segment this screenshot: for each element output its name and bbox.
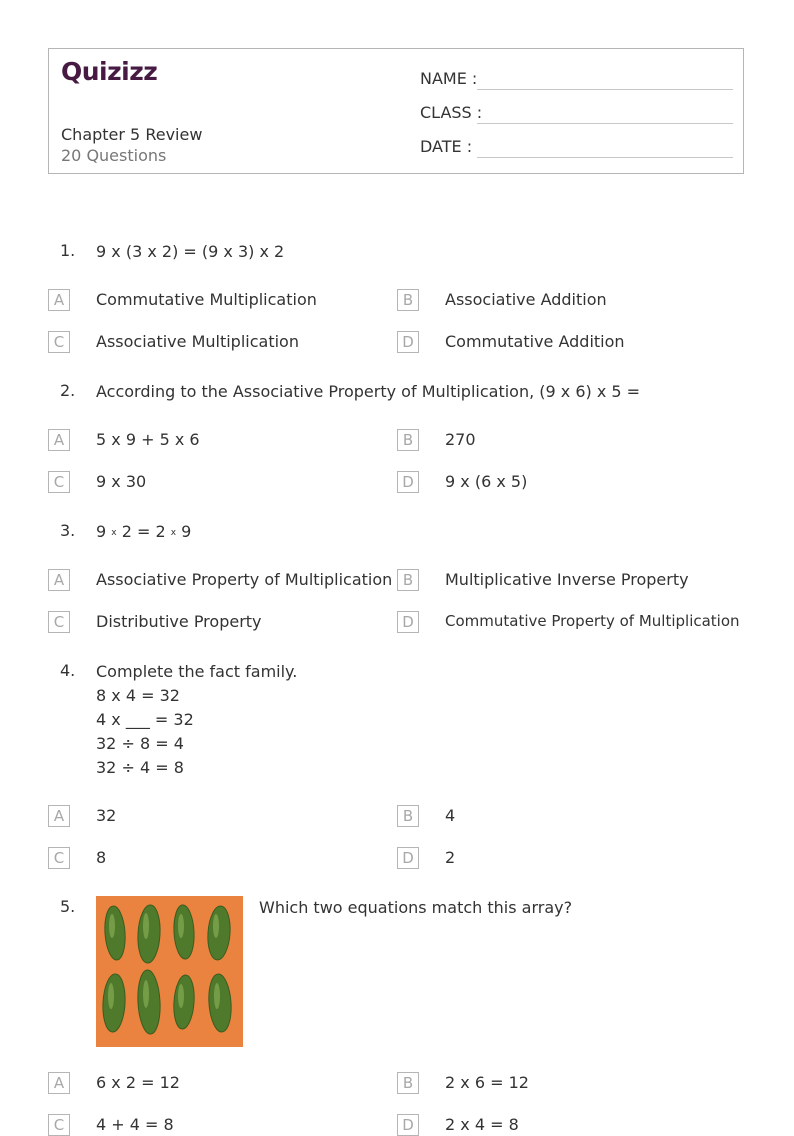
option-d-box[interactable]: D — [397, 611, 419, 633]
option-b-text: Multiplicative Inverse Property — [445, 570, 689, 589]
name-line[interactable] — [477, 89, 733, 90]
option-c-box[interactable]: C — [48, 847, 70, 869]
option-a-text: 5 x 9 + 5 x 6 — [96, 430, 200, 449]
option-b-box[interactable]: B — [397, 289, 419, 311]
equation-part: 9 — [181, 522, 192, 541]
question-line: 32 ÷ 8 = 4 — [96, 734, 184, 753]
date-line[interactable] — [477, 157, 733, 158]
option-c-box[interactable]: C — [48, 471, 70, 493]
option-a-text: 6 x 2 = 12 — [96, 1073, 180, 1092]
equation-part: 2 = 2 — [121, 522, 166, 541]
option-a-box[interactable]: A — [48, 805, 70, 827]
question-text — [96, 660, 297, 780]
option-b-text: 2 x 6 = 12 — [445, 1073, 529, 1092]
question-number: 5. — [60, 897, 76, 916]
quiz-title: Chapter 5 Review — [61, 125, 203, 144]
question-number: 2. — [60, 381, 76, 400]
question-line: 32 ÷ 4 = 8 — [96, 758, 184, 777]
option-d-box[interactable]: D — [397, 331, 419, 353]
date-label: DATE : — [420, 137, 473, 156]
option-d-box[interactable]: D — [397, 471, 419, 493]
option-c-box[interactable]: C — [48, 331, 70, 353]
option-a-text: 32 — [96, 806, 117, 825]
equation-part: 9 — [96, 522, 107, 541]
option-b-text: 4 — [445, 806, 456, 825]
option-c-box[interactable]: C — [48, 611, 70, 633]
option-d-text: Commutative Addition — [445, 332, 625, 351]
option-a-box[interactable]: A — [48, 429, 70, 451]
option-c-text: Associative Multiplication — [96, 332, 299, 351]
option-a-text: Commutative Multiplication — [96, 290, 317, 309]
option-b-text: 270 — [445, 430, 476, 449]
pickle-array-image — [96, 896, 243, 1047]
class-label: CLASS : — [420, 103, 483, 122]
class-line[interactable] — [477, 123, 733, 124]
times-sign: x — [170, 528, 177, 538]
option-a-text: Associative Property of Multiplication — [96, 570, 393, 589]
quizizz-logo: Quizizz — [61, 57, 158, 86]
option-d-text: 9 x (6 x 5) — [445, 472, 528, 491]
name-label: NAME : — [420, 69, 478, 88]
times-sign: x — [111, 528, 117, 538]
question-number: 3. — [60, 521, 76, 540]
option-c-text: 9 x 30 — [96, 472, 147, 491]
option-a-box[interactable]: A — [48, 569, 70, 591]
option-b-box[interactable]: B — [397, 1072, 419, 1094]
option-d-text: 2 x 4 = 8 — [445, 1115, 519, 1134]
question-text — [96, 520, 191, 545]
question-count: 20 Questions — [61, 146, 167, 165]
question-line: 8 x 4 = 32 — [96, 686, 180, 705]
worksheet-header — [48, 48, 744, 174]
question-line: 4 x ___ = 32 — [96, 710, 194, 729]
option-d-box[interactable]: D — [397, 1114, 419, 1136]
option-b-box[interactable]: B — [397, 569, 419, 591]
option-c-text: 8 — [96, 848, 107, 867]
option-d-text: 2 — [445, 848, 456, 867]
option-c-text: 4 + 4 = 8 — [96, 1115, 174, 1134]
question-number: 4. — [60, 661, 76, 680]
option-c-box[interactable]: C — [48, 1114, 70, 1136]
question-line: Complete the fact family. — [96, 662, 298, 681]
option-d-text: Commutative Property of Multiplication — [445, 612, 740, 630]
option-b-box[interactable]: B — [397, 429, 419, 451]
option-b-box[interactable]: B — [397, 805, 419, 827]
option-a-box[interactable]: A — [48, 1072, 70, 1094]
option-d-box[interactable]: D — [397, 847, 419, 869]
option-b-text: Associative Addition — [445, 290, 607, 309]
question-text: Which two equations match this array? — [259, 898, 573, 917]
question-text: 9 x (3 x 2) = (9 x 3) x 2 — [96, 242, 285, 261]
option-a-box[interactable]: A — [48, 289, 70, 311]
question-number: 1. — [60, 241, 76, 260]
option-c-text: Distributive Property — [96, 612, 262, 631]
question-text: According to the Associative Property of Multiplication, (9 x 6) x 5 = — [96, 382, 641, 401]
